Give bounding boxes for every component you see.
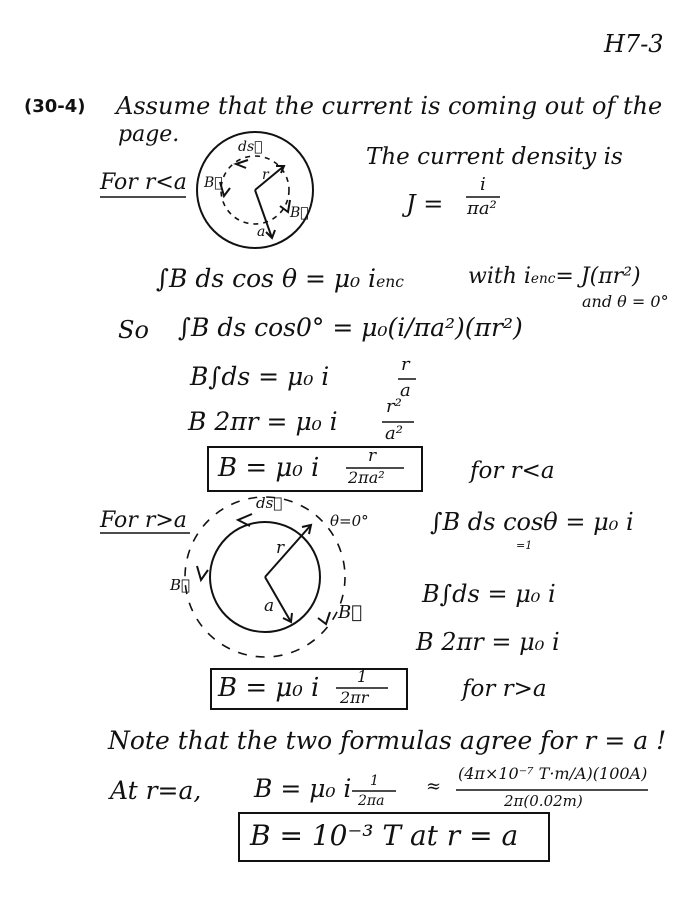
b-outer-right-arrow <box>318 612 330 624</box>
eq1-outside: ∫B ds cosθ = μ₀ i <box>430 508 634 536</box>
fig1-b-left-label: B⃗ <box>204 175 223 191</box>
result-inside-lhs: B = μ₀ i <box>218 453 320 483</box>
fig2-a-label: a <box>264 596 275 616</box>
intro-line-1: Assume that the current is coming out of the <box>116 92 663 120</box>
result-inside-num: r <box>368 446 377 466</box>
final-eq-num: 1 <box>370 773 379 789</box>
final-approx: ≈ <box>426 776 442 797</box>
final-big-num: (4π×10⁻⁷ T·m/A)(100A) <box>458 764 648 783</box>
radius-r-outer-line <box>265 525 311 577</box>
inside-label: For r<a <box>100 170 187 195</box>
result-outside-lhs: B = μ₀ i <box>218 673 320 703</box>
eq3-inside-lhs: B∫ds = μ₀ i <box>190 362 330 391</box>
eq4-inside-den: a² <box>385 423 403 444</box>
eq2-inside: ∫B ds cos0° = μ₀(i/πa²)(πr²) <box>178 313 523 342</box>
density-den: πa² <box>467 198 497 219</box>
eq3-inside-den: a <box>400 380 411 401</box>
ampere-eq-inside <box>156 266 404 291</box>
page-id: H7-3 <box>604 30 664 58</box>
eq2-outside: B∫ds = μ₀ i <box>422 580 556 608</box>
eq3-inside-num: r <box>401 354 410 375</box>
final-answer: B = 10⁻³ T at r = a <box>250 819 519 852</box>
fig2-b-left-label: B⃗ <box>170 576 191 594</box>
eq4-inside-num: r² <box>386 396 402 417</box>
with-i-enc-sub: enc <box>530 271 556 287</box>
fig1-a-label: a <box>257 224 266 240</box>
fig1-b-right-label: B⃗ <box>290 205 309 221</box>
fig2-ds-label: ds⃗ <box>256 494 283 512</box>
agreement-note: Note that the two formulas agree for r = a ! <box>108 726 667 755</box>
with-i-enc-rhs: = J(πr²) <box>555 264 641 289</box>
fig2-r-label: r <box>276 538 285 558</box>
result-inside-cond: for r<a <box>470 458 555 484</box>
result-outside-den: 2πr <box>340 688 369 707</box>
density-num: i <box>480 174 486 195</box>
final-at: At r=a, <box>110 776 202 805</box>
with-i-enc-main: with i <box>468 264 531 289</box>
radius-r-line <box>255 166 284 190</box>
final-eq-lhs: B = μ₀ i <box>254 774 352 803</box>
b-outer-left-arrow <box>197 566 208 580</box>
outside-label: For r>a <box>100 508 187 533</box>
intro-line-2: page. <box>118 122 180 147</box>
fig1-ds-label: ds⃗ <box>238 139 263 155</box>
outside-figure <box>185 494 345 657</box>
eq3-outside: B 2πr = μ₀ i <box>416 628 560 656</box>
theta-zero-note: and θ = 0° <box>582 292 669 311</box>
final-big-den: 2π(0.02m) <box>504 792 583 810</box>
result-inside-den: 2πa² <box>348 468 385 487</box>
result-outside-num: 1 <box>357 667 368 686</box>
fig2-theta-label: θ=0° <box>330 512 369 530</box>
eq1-outside-note: =1 <box>516 539 533 552</box>
eq4-inside-lhs: B 2πr = μ₀ i <box>188 407 338 436</box>
density-eq-lhs: J = <box>406 190 444 218</box>
ampere-eq-inside-main: ∫B ds cos θ = μ₀ i <box>156 264 377 293</box>
density-text: The current density is <box>366 144 623 170</box>
result-outside-cond: for r>a <box>462 676 547 702</box>
fig1-r-label: r <box>262 167 269 183</box>
ampere-eq-inside-sub: enc <box>376 273 404 291</box>
so-label: So <box>118 316 149 344</box>
with-i-enc <box>468 266 641 288</box>
final-eq-den: 2πa <box>358 793 385 809</box>
fig2-b-right-label: B⃗ <box>338 602 363 623</box>
problem-number: (30-4) <box>24 96 86 117</box>
